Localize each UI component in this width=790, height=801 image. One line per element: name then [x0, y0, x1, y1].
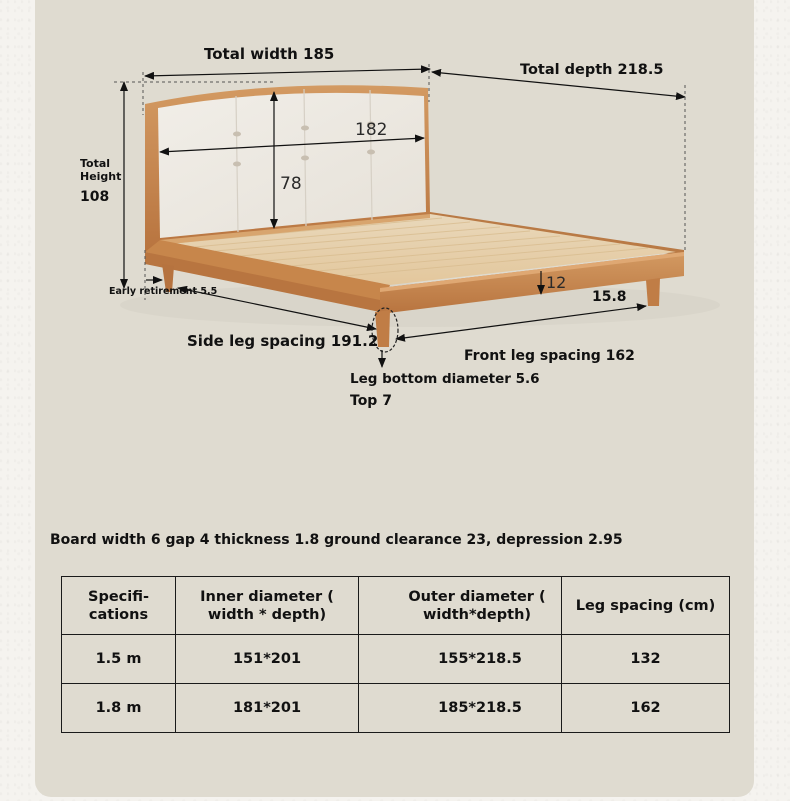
total-height-value: 108 [80, 189, 110, 205]
total-width-label: Total width 185 [204, 45, 335, 63]
total-height-label-line2: Height [80, 170, 122, 183]
leg-bottom-diameter-label: Leg bottom diameter 5.6 [350, 371, 540, 387]
header-text: width*depth) [422, 606, 532, 623]
header-specifications [62, 577, 176, 635]
spec-summary: Board width 6 gap 4 thickness 1.8 ground clearance 23, depression 2.95 [50, 532, 623, 548]
cell-leg-spacing: 162 [562, 684, 730, 733]
header-text: width * depth) [207, 606, 327, 623]
table-row [62, 684, 730, 733]
table-row [62, 635, 730, 684]
headboard-height-label: 78 [280, 174, 302, 194]
spec-table [61, 576, 730, 733]
headboard-width-label: 182 [355, 120, 388, 140]
header-leg-spacing [562, 577, 730, 635]
header-text: Outer diameter ( [408, 588, 546, 605]
header-text: cations [88, 606, 149, 623]
leg-front-right [646, 278, 660, 306]
front-leg-spacing-label: Front leg spacing 162 [464, 348, 635, 364]
leg-top-diameter-label: Top 7 [350, 393, 392, 409]
cell-inner: 181*201 [176, 684, 359, 733]
frame-height-label: 12 [546, 273, 567, 292]
cell-inner: 151*201 [176, 635, 359, 684]
cell-leg-spacing: 132 [562, 635, 730, 684]
total-width-line [145, 69, 430, 76]
header-text: Specifi- [88, 588, 149, 605]
header-inner-diameter [176, 577, 359, 635]
total-height-label-line1: Total [80, 157, 111, 170]
total-depth-label: Total depth 218.5 [520, 62, 664, 78]
header-text: Leg spacing (cm) [575, 597, 716, 614]
cell-spec: 1.5 m [62, 635, 176, 684]
cell-outer: 185*218.5 [359, 684, 562, 733]
table-header-row [62, 577, 730, 635]
side-leg-spacing-label: Side leg spacing 191.2 [187, 332, 379, 350]
header-text: Inner diameter ( [200, 588, 334, 605]
total-height-label [80, 157, 121, 183]
cell-spec: 1.8 m [62, 684, 176, 733]
leg-inset-label: 15.8 [592, 289, 627, 305]
early-retirement-label: Early retirement 5.5 [109, 286, 218, 297]
header-outer-diameter [359, 577, 562, 635]
cell-outer: 155*218.5 [359, 635, 562, 684]
